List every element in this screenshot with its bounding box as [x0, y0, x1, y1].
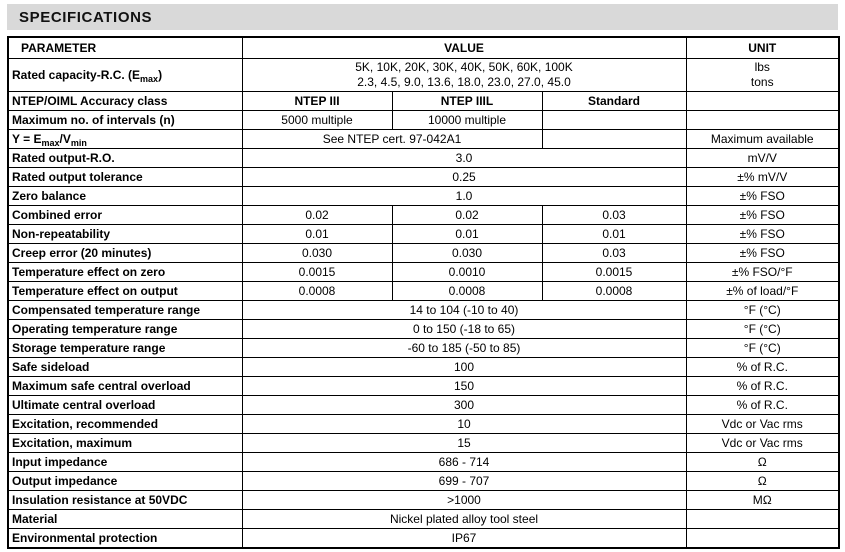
parameter-cell: $Y = E_{max}/V_{min}$ [8, 130, 242, 149]
table-row [8, 510, 839, 529]
unit-cell: % of R.C. [686, 377, 839, 396]
parameter-cell: Combined error [8, 206, 242, 225]
unit-cell: MΩ [686, 491, 839, 510]
table-row [8, 320, 839, 339]
value-cell: 699 - 707 [242, 472, 686, 491]
table-row [8, 434, 839, 453]
parameter-cell: Output impedance [8, 472, 242, 491]
unit-cell: °F (°C) [686, 320, 839, 339]
value-cell: 0.01 [242, 225, 392, 244]
value-cell: 0.02 [392, 206, 542, 225]
unit-cell: mV/V [686, 149, 839, 168]
value-cell: 0.030 [392, 244, 542, 263]
table-row [8, 59, 839, 92]
table-row [8, 225, 839, 244]
unit-cell: Maximum available [686, 130, 839, 149]
value-cell: 14 to 104 (-10 to 40) [242, 301, 686, 320]
unit-cell: Vdc or Vac rms [686, 434, 839, 453]
value-cell: 15 [242, 434, 686, 453]
parameter-cell: Zero balance [8, 187, 242, 206]
parameter-cell: Maximum no. of intervals (n) [8, 111, 242, 130]
table-row [8, 111, 839, 130]
column-header-value: VALUE [242, 37, 686, 59]
column-header-unit: UNIT [686, 37, 839, 59]
parameter-cell: Storage temperature range [8, 339, 242, 358]
table-row [8, 168, 839, 187]
value-cell: 0.03 [542, 206, 686, 225]
unit-cell [686, 510, 839, 529]
parameter-cell: NTEP/OIML Accuracy class [8, 92, 242, 111]
parameter-cell: Material [8, 510, 242, 529]
table-row [8, 282, 839, 301]
table-row [8, 339, 839, 358]
table-row [8, 529, 839, 549]
table-header-row [8, 37, 839, 59]
value-cell: 100 [242, 358, 686, 377]
unit-cell: ±% FSO [686, 225, 839, 244]
table-row [8, 206, 839, 225]
unit-cell: Ω [686, 472, 839, 491]
parameter-cell: Temperature effect on output [8, 282, 242, 301]
value-cell: 300 [242, 396, 686, 415]
unit-cell: ±% mV/V [686, 168, 839, 187]
unit-cell: °F (°C) [686, 339, 839, 358]
table-row [8, 244, 839, 263]
value-cell: 0 to 150 (-18 to 65) [242, 320, 686, 339]
unit-cell: lbs tons [686, 59, 839, 92]
page-title: SPECIFICATIONS [19, 8, 153, 26]
value-cell: IP67 [242, 529, 686, 549]
value-cell: 0.030 [242, 244, 392, 263]
table-row [8, 130, 839, 149]
parameter-cell: Ultimate central overload [8, 396, 242, 415]
unit-cell: ±% FSO [686, 206, 839, 225]
table-row [8, 472, 839, 491]
spec-table-body [8, 59, 839, 549]
value-cell: 0.02 [242, 206, 392, 225]
parameter-cell: Environmental protection [8, 529, 242, 549]
value-cell: 686 - 714 [242, 453, 686, 472]
parameter-cell: Non-repeatability [8, 225, 242, 244]
parameter-cell: Rated output tolerance [8, 168, 242, 187]
value-cell: 0.0015 [542, 263, 686, 282]
value-cell: 3.0 [242, 149, 686, 168]
unit-cell [686, 529, 839, 549]
unit-cell: Ω [686, 453, 839, 472]
value-cell: 10000 multiple [392, 111, 542, 130]
specifications-table [7, 36, 840, 549]
parameter-cell: Safe sideload [8, 358, 242, 377]
value-cell: 5000 multiple [242, 111, 392, 130]
value-cell: NTEP III [242, 92, 392, 111]
value-cell: Nickel plated alloy tool steel [242, 510, 686, 529]
value-cell: Standard [542, 92, 686, 111]
value-cell [542, 130, 686, 149]
value-cell: 0.0008 [242, 282, 392, 301]
unit-cell: ±% FSO [686, 187, 839, 206]
unit-cell: % of R.C. [686, 396, 839, 415]
value-cell: 0.0008 [542, 282, 686, 301]
unit-cell: °F (°C) [686, 301, 839, 320]
parameter-cell: Rated output-R.O. [8, 149, 242, 168]
table-row [8, 377, 839, 396]
value-cell: 10 [242, 415, 686, 434]
unit-cell [686, 111, 839, 130]
table-row [8, 187, 839, 206]
value-cell: 0.0008 [392, 282, 542, 301]
value-cell: See NTEP cert. 97-042A1 [242, 130, 542, 149]
value-cell: 150 [242, 377, 686, 396]
value-cell: 0.01 [392, 225, 542, 244]
column-header-parameter: PARAMETER [8, 37, 242, 59]
value-cell [542, 111, 686, 130]
parameter-cell: Creep error (20 minutes) [8, 244, 242, 263]
table-row [8, 415, 839, 434]
unit-cell [686, 92, 839, 111]
value-cell: NTEP IIIL [392, 92, 542, 111]
value-cell: 1.0 [242, 187, 686, 206]
parameter-cell: Rated capacity-R.C. $(E_{max})$ [8, 59, 242, 92]
unit-cell: ±% of load/°F [686, 282, 839, 301]
table-row [8, 396, 839, 415]
table-row [8, 491, 839, 510]
table-row [8, 92, 839, 111]
parameter-cell: Operating temperature range [8, 320, 242, 339]
table-row [8, 263, 839, 282]
value-cell: 5K, 10K, 20K, 30K, 40K, 50K, 60K, 100K 2.3, 4.5, 9.0, 13.6, 18.0, 23.0, 27.0, 45.0 [242, 59, 686, 92]
table-row [8, 358, 839, 377]
table-row [8, 149, 839, 168]
parameter-cell: Temperature effect on zero [8, 263, 242, 282]
parameter-cell: Excitation, recommended [8, 415, 242, 434]
value-cell: -60 to 185 (-50 to 85) [242, 339, 686, 358]
parameter-cell: Maximum safe central overload [8, 377, 242, 396]
value-cell: 0.0010 [392, 263, 542, 282]
parameter-cell: Compensated temperature range [8, 301, 242, 320]
unit-cell: ±% FSO [686, 244, 839, 263]
value-cell: 0.25 [242, 168, 686, 187]
value-cell: 0.0015 [242, 263, 392, 282]
value-cell: 0.03 [542, 244, 686, 263]
parameter-cell: Insulation resistance at 50VDC [8, 491, 242, 510]
parameter-cell: Input impedance [8, 453, 242, 472]
unit-cell: Vdc or Vac rms [686, 415, 839, 434]
parameter-cell: Excitation, maximum [8, 434, 242, 453]
table-row [8, 453, 839, 472]
value-cell: >1000 [242, 491, 686, 510]
table-row [8, 301, 839, 320]
value-cell: 0.01 [542, 225, 686, 244]
unit-cell: % of R.C. [686, 358, 839, 377]
unit-cell: ±% FSO/°F [686, 263, 839, 282]
section-title-bar [7, 4, 838, 30]
